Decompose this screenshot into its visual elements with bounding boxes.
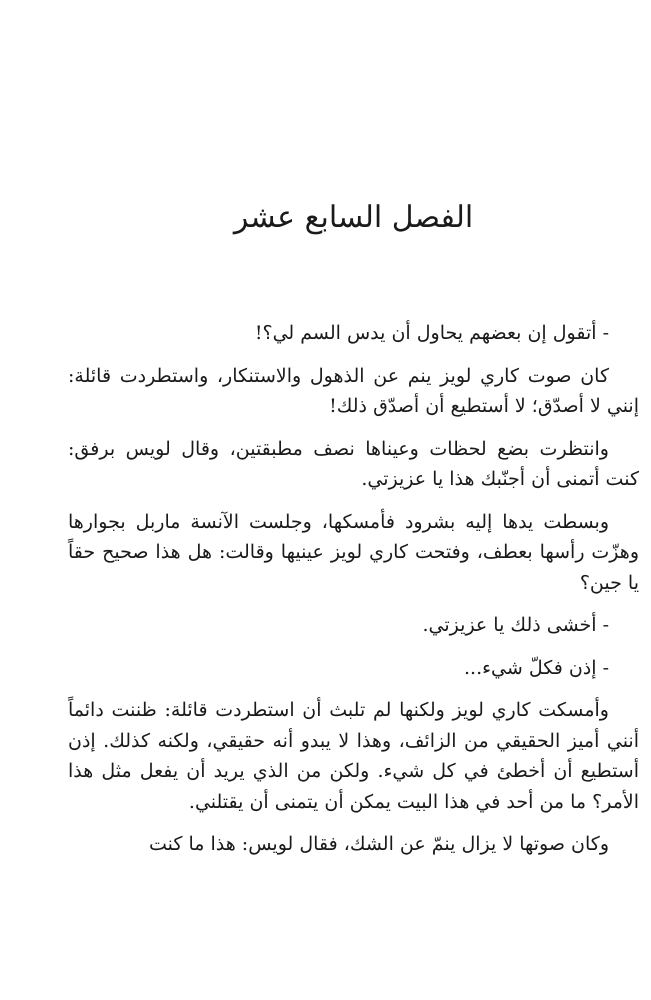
paragraph: كان صوت كاري لويز ينم عن الذهول والاستنكار، واستطردت قائلة: إنني لا أصدّق؛ لا أستطيع أن أصدّق ذلك! bbox=[68, 364, 639, 417]
book-page bbox=[68, 0, 639, 1000]
chapter-body bbox=[68, 318, 639, 872]
paragraph: وأمسكت كاري لويز ولكنها لم تلبث أن استطردت قائلة: ظننت دائماً أنني أميز الحقيقي من الزائف، وهذا لا يبدو أنه حقيقي، ولكنه كذلك. إذن أستطيع أن أخطئ في كل شيء. ولكن من الذي يريد أن يفعل مثل هذا الأمر؟ ما من أحد في هذا البيت يمكن أن يتمنى أن يقتلني. bbox=[68, 699, 639, 813]
paragraph-dialogue: - أتقول إن بعضهم يحاول أن يدس السم لي؟! bbox=[254, 322, 609, 344]
paragraph: وانتظرت بضع لحظات وعيناها نصف مطبقتين، وقال لويس برفق: كنت أتمنى أن أجنّبك هذا يا عزيزتي. bbox=[68, 437, 639, 490]
paragraph-dialogue: - أخشى ذلك يا عزيزتي. bbox=[422, 614, 609, 636]
paragraph: وبسطت يدها إليه بشرود فأمسكها، وجلست الآنسة ماربل بجوارها وهزّت رأسها بعطف، وفتحت كاري لويز عينيها وقالت: هل هذا صحيح حقاً يا جين؟ bbox=[68, 510, 639, 594]
chapter-title: الفصل السابع عشر bbox=[233, 200, 474, 235]
paragraph-dialogue: - إذن فكلّ شيء... bbox=[463, 656, 609, 679]
paragraph: وكان صوتها لا يزال ينمّ عن الشك، فقال لويس: هذا ما كنت bbox=[149, 833, 609, 855]
